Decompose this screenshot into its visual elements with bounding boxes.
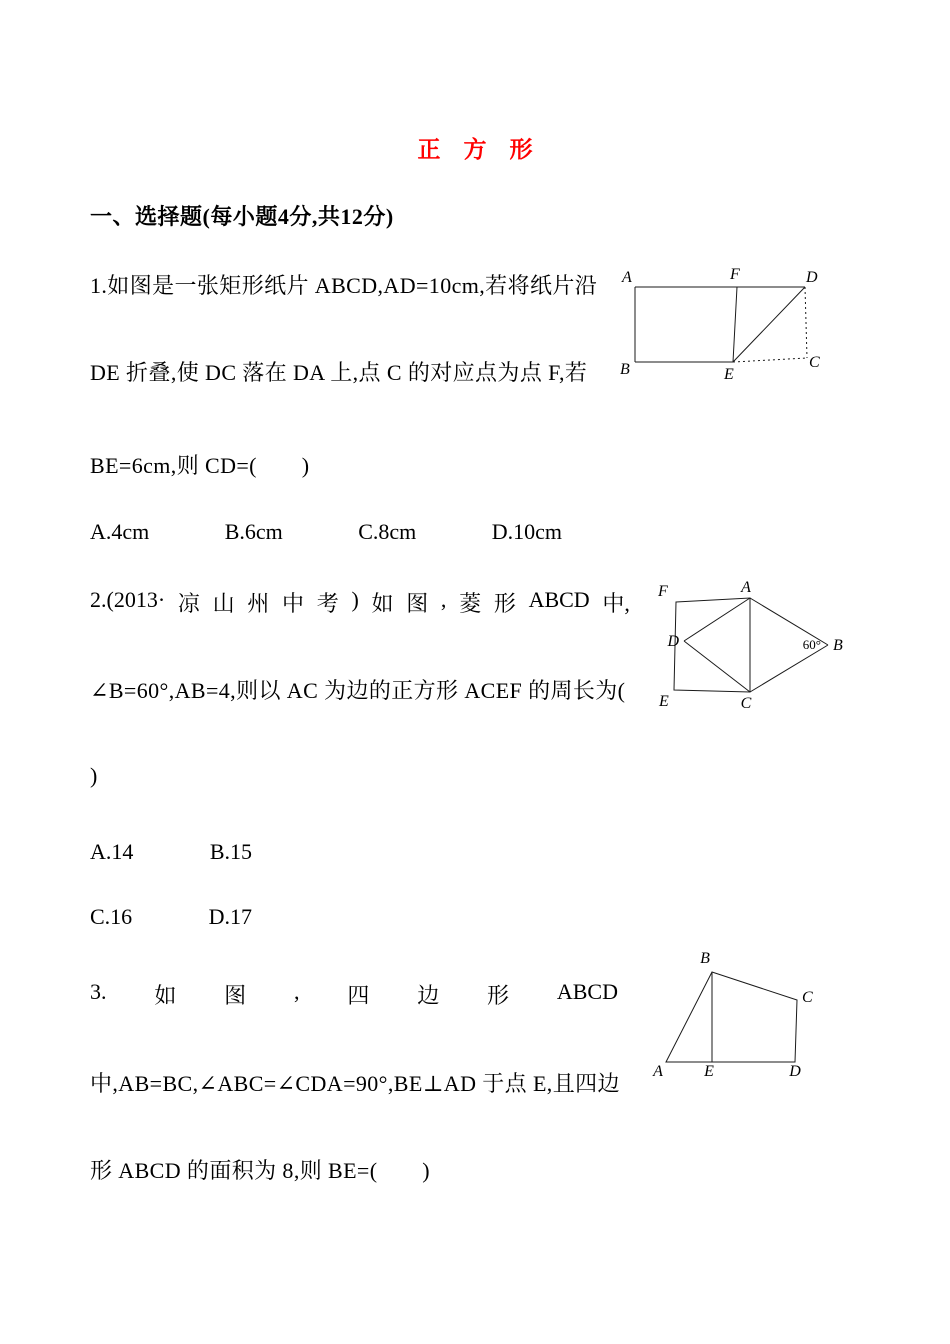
- figure-q3-quadrilateral: [645, 945, 840, 1081]
- q2-line1-part: 图: [406, 591, 429, 616]
- q3-line1-part: ,: [294, 979, 300, 1004]
- q1-text-line-2: DE 折叠,使 DC 落在 DA 上,点 C 的对应点为点 F,若: [90, 360, 588, 385]
- q2-line1-part: 2.(2013·: [90, 587, 166, 612]
- q1-text-line-1: 1.如图是一张矩形纸片 ABCD,AD=10cm,若将纸片沿: [90, 273, 598, 298]
- q2-point-e-label: E: [659, 693, 669, 710]
- q1-point-b-label: B: [620, 361, 630, 378]
- q1-rectangle-solid-lines: [635, 287, 805, 362]
- q3-point-c-label: C: [802, 989, 813, 1006]
- q1-options-row: [90, 519, 562, 545]
- q3-line1-part: 图: [224, 983, 247, 1008]
- q2-line1-part: ABCD: [528, 587, 590, 612]
- q2-angle-b-label: 60°: [802, 637, 821, 652]
- q2-text-line-2: ∠B=60°,AB=4,则以 AC 为边的正方形 ACEF 的周长为(: [90, 678, 626, 703]
- q3-point-e-label: E: [704, 1063, 714, 1080]
- q3-text-line-1: [90, 979, 618, 1010]
- q1-point-c-label: C: [809, 354, 820, 371]
- q1-point-e-label: E: [724, 366, 734, 382]
- q2-point-c-label: C: [740, 695, 752, 712]
- q1-point-a-label: A: [622, 269, 632, 286]
- q2-point-d-label: D: [667, 633, 679, 650]
- q3-line1-part: ABCD: [556, 979, 618, 1004]
- q1-option: C.8cm: [358, 519, 417, 544]
- figure-q2-rhombus-square: [655, 580, 850, 716]
- q2-line1-part: 形: [493, 591, 516, 616]
- q2-line1-part: ,: [440, 587, 447, 612]
- q3-point-b-label: B: [700, 950, 710, 967]
- q2-option: B.15: [209, 839, 252, 864]
- q2-line1-part: 山: [212, 591, 235, 616]
- section-heading: 一、选择题(每小题4分,共12分): [90, 204, 394, 229]
- q2-line1-part: 菱: [459, 591, 482, 616]
- q1-option: A.4cm: [90, 519, 150, 544]
- q2-line1-part: 凉: [177, 591, 200, 616]
- q2-text-line-1: [90, 587, 630, 618]
- q1-option: B.6cm: [224, 519, 283, 544]
- q2-point-b-label: B: [833, 637, 843, 654]
- q1-point-d-label: D: [806, 269, 818, 286]
- q2-point-a-label: A: [741, 580, 751, 596]
- q3-line1-part: 形: [487, 983, 510, 1008]
- q2-option: A.14: [90, 839, 134, 864]
- q3-text-line-2: 中,AB=BC,∠ABC=∠CDA=90°,BE⊥AD 于点 E,且四边: [90, 1071, 620, 1096]
- figure-q1-rectangle-fold: [618, 262, 840, 382]
- q2-line1-part: 如: [371, 591, 394, 616]
- q3-line1-part: 3.: [90, 979, 107, 1004]
- q3-point-d-label: D: [789, 1063, 801, 1080]
- q2-text-line-3: ): [90, 763, 98, 788]
- q2-option: D.17: [208, 904, 252, 929]
- q3-text-line-3: 形 ABCD 的面积为 8,则 BE=( ): [90, 1158, 430, 1183]
- q2-options-row-1: [90, 839, 252, 865]
- q2-line1-part: 中: [282, 591, 305, 616]
- q2-option: C.16: [90, 904, 133, 929]
- q3-quadrilateral-outline: [666, 972, 797, 1062]
- q1-point-f-label: F: [730, 266, 740, 283]
- q3-line1-part: 边: [417, 983, 440, 1008]
- q3-line1-part: 四: [347, 983, 370, 1008]
- q1-option: D.10cm: [491, 519, 562, 544]
- q2-options-row-2: [90, 904, 252, 930]
- q2-square-acef-outline: [674, 598, 750, 692]
- q2-point-f-label: F: [658, 583, 668, 600]
- page-title: 正 方 形: [417, 137, 533, 162]
- q1-text-line-3: BE=6cm,则 CD=( ): [90, 453, 310, 478]
- q2-line1-part: 考: [316, 591, 339, 616]
- q2-line1-part: ): [351, 587, 359, 612]
- q2-line1-part: 州: [247, 591, 270, 616]
- q3-line1-part: 如: [154, 983, 177, 1008]
- q3-point-a-label: A: [653, 1063, 663, 1080]
- q2-line1-part: 中,: [602, 591, 630, 616]
